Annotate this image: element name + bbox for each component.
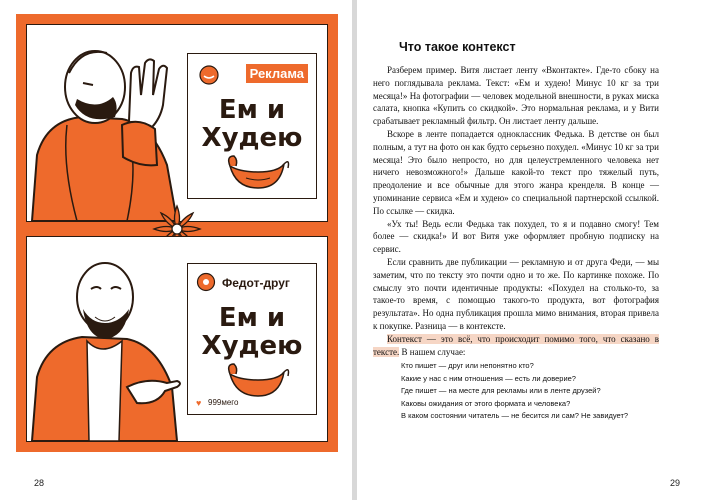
- bird-bowl-icon: [222, 152, 292, 194]
- plate-icon: [198, 64, 220, 86]
- page-heading: Что такое контекст: [399, 40, 516, 54]
- paragraph: Вскоре в ленте попадается одноклассник Федька. В детстве он был полным, а тут на фото он как будто серьезно похудел. «Минус 10 кг за три месяца! Это было непросто, но для целеустремленного человека нет ничего невозможного!» Дальше какой-то текст про тяжелый путь, преодоление и все обычные для этого жанра кренделя. В конце — упоминание сервиса «Ем и худею» со специальной партнерской ссылкой. По ссылке — скидка.: [373, 128, 659, 216]
- left-page: [0, 0, 352, 500]
- question-list: [401, 360, 659, 423]
- man-refusing-illustration: [27, 25, 187, 221]
- ad-title-bottom: Ем и Худею: [201, 303, 303, 361]
- list-item: Кто пишет — друг или непонятно кто?: [401, 361, 534, 371]
- paragraph: Разберем пример. Витя листает ленту «Вконтакте». Где-то сбоку на него поглядывала реклама. Текст: «Ем и худею! Минус 10 кг за три месяца!» На фотографии — человек модельной внешности, в руках миска салата, кнопка «Купить со скидкой». Это нормальная реклама, и у Вити срабатывает рекламный фильтр. Он листает ленту дальше.: [373, 65, 659, 127]
- ad-title-top: Ем и Худею: [201, 95, 303, 153]
- list-item: Где пишет — на месте для рекламы или в ленте друзей?: [401, 386, 601, 396]
- illustration-panel-top: [26, 24, 328, 222]
- man-approving-illustration: [27, 237, 187, 441]
- paragraph: «Ух ты! Ведь если Федька так похудел, то я и подавно смогу! Тем более — скидка!» И вот Витя уже оформляет пробную подписку на сервис.: [373, 218, 659, 255]
- list-item: В каком состоянии читатель — не бесится ли сам? Не завидует?: [401, 411, 629, 421]
- list-item: Каковы ожидания от этого формата и человека?: [401, 398, 571, 408]
- ad-card-bottom: [187, 263, 317, 415]
- list-item: Какие у нас с ним отношения — есть ли доверие?: [401, 373, 576, 383]
- paragraph: Если сравнить две публикации — рекламную и от друга Феди, — мы заметим, что по тексту это почти одно и то же. По картинке похоже. По смыслу это почти идентичные продукты: «Похудел на столько-то, за такое-то время, с помощью такого-то продукта, вот фотография результата». Но одна публикация прошла мимо внимания, вторая привела к покупке. Разница — в контексте.: [373, 256, 659, 331]
- ad-handle: 999мего: [208, 398, 239, 407]
- illustration-panel-bottom: [26, 236, 328, 442]
- page-number-left: 28: [34, 478, 45, 488]
- ad-label-friend: Федот-друг: [222, 276, 290, 290]
- highlighted-definition: Контекст — это всё, что происходит помимо того, что сказано в тексте.: [373, 333, 659, 357]
- ad-label-advertising: Реклама: [246, 64, 308, 83]
- avatar-icon: [196, 272, 216, 292]
- page-number-right: 29: [669, 478, 680, 488]
- body-text: [373, 64, 659, 423]
- illustration-frame: [16, 14, 338, 452]
- bird-bowl-icon: [222, 360, 292, 402]
- ad-card-top: [187, 53, 317, 199]
- right-page: [357, 0, 710, 500]
- paragraph-tail: В нашем случае:: [399, 346, 466, 357]
- paragraph-context: [373, 333, 659, 359]
- heart-icon: ♥: [196, 398, 202, 408]
